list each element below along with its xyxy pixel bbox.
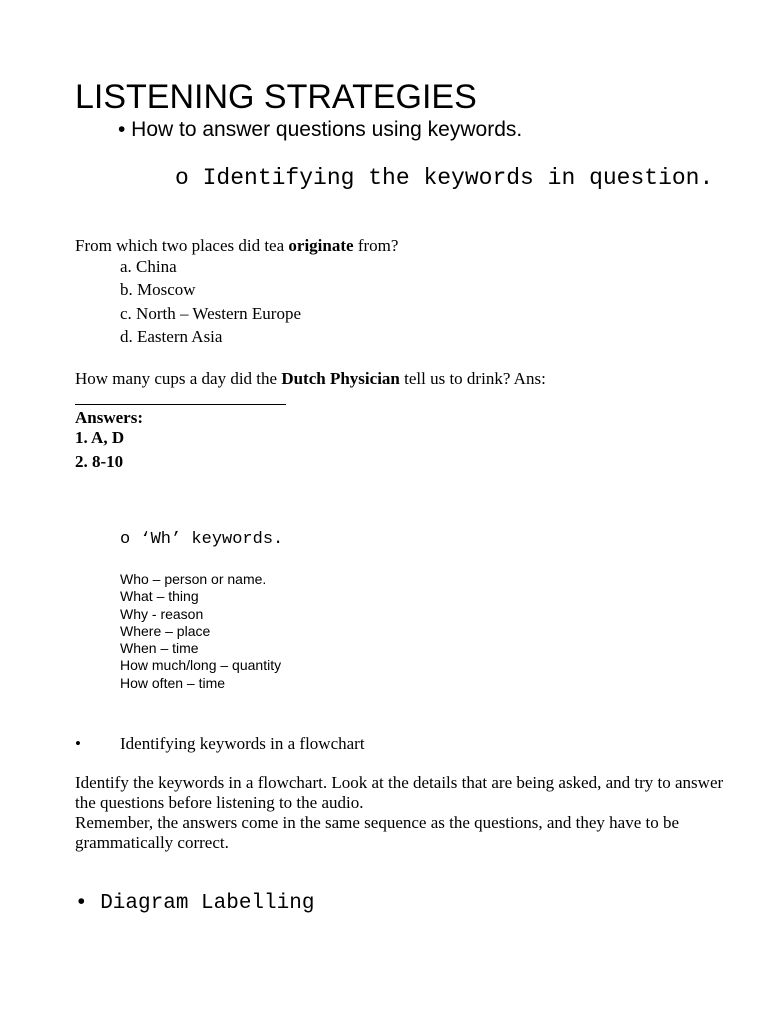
flowchart-heading: Identifying keywords in a flowchart [120, 734, 365, 753]
option-c: c. North – Western Europe [120, 304, 302, 323]
wh-item-what: What – thing [120, 588, 199, 605]
answer-1: 1. A, D [75, 428, 125, 447]
question-1-suffix: from? [353, 236, 399, 255]
question-1-prefix: From which two places did tea [75, 236, 289, 255]
answers-heading: Answers: [75, 408, 143, 427]
wh-keywords-list [120, 571, 281, 692]
bullet-icon: • [75, 734, 81, 753]
section-heading-keywords: • How to answer questions using keywords. [118, 118, 523, 141]
wh-item-how-much: How much/long – quantity [120, 657, 282, 674]
question-2-prefix: How many cups a day did the [75, 369, 282, 388]
subsection-heading-identifying: o Identifying the keywords in question. [175, 165, 714, 191]
flowchart-paragraph-1: Identify the keywords in a flowchart. Look at the details that are being asked, and try to answer the questions before listening to the audio. [75, 773, 724, 812]
answer-blank-line [75, 404, 286, 405]
wh-keywords-heading: o ‘Wh’ keywords. [120, 530, 284, 549]
question-2 [75, 368, 546, 389]
question-2-suffix: tell us to drink? Ans: [399, 369, 546, 388]
wh-item-why: Why - reason [120, 605, 204, 622]
flowchart-paragraph-2: Remember, the answers come in the same sequence as the questions, and they have to be grammatically correct. [75, 813, 680, 852]
wh-item-where: Where – place [120, 622, 211, 639]
page-title: LISTENING STRATEGIES [75, 78, 477, 116]
option-d: d. Eastern Asia [120, 327, 223, 346]
option-b: b. Moscow [120, 280, 196, 299]
question-1-keyword: originate [288, 236, 354, 255]
answer-2: 2. 8-10 [75, 452, 124, 471]
option-a: a. China [120, 257, 177, 276]
wh-item-how-often: How often – time [120, 674, 226, 691]
question-2-keyword: Dutch Physician [281, 369, 400, 388]
question-1 [75, 235, 398, 256]
wh-item-when: When – time [120, 640, 199, 657]
wh-item-who: Who – person or name. [120, 571, 267, 587]
diagram-labelling-heading: • Diagram Labelling [75, 892, 315, 915]
flowchart-paragraph [75, 773, 725, 853]
